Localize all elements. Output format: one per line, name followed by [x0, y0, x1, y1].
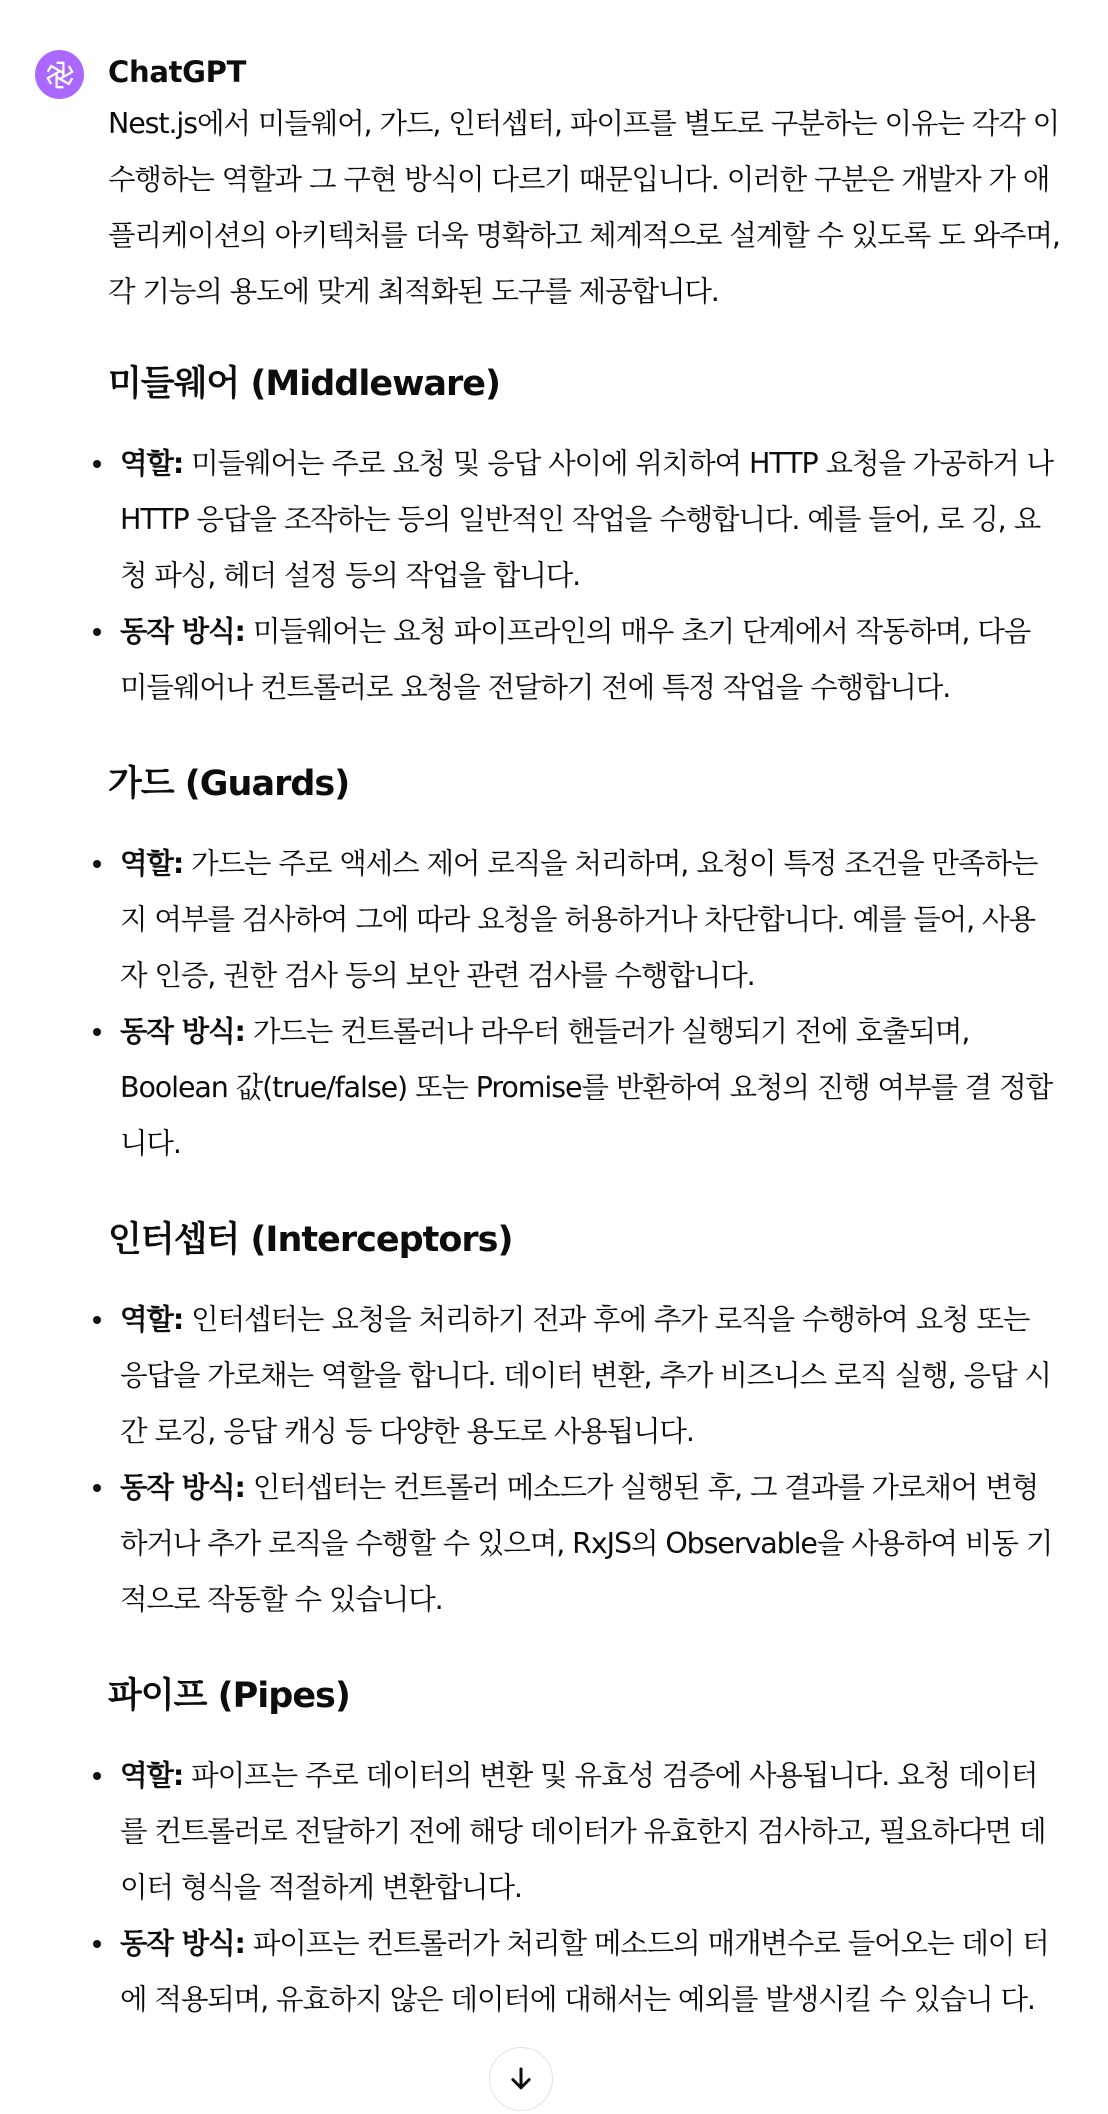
role-text: 파이프는 주로 데이터의 변환 및 유효성 검증에 사용됩니다. 요청 데이터 를 컨트롤러로 전달하기 전에 해당 데이터가 유효한지 검사하고, 필요하다면 데이터 형식을 적절하게 변환합니다.: [120, 1759, 1046, 1904]
role-label: 역할: [120, 1759, 173, 1792]
list-item: 동작 방식: 인터셉터는 컨트롤러 메소드가 실행된 후, 그 결과를 가로채어 변형 하거나 추가 로직을 수행할 수 있으며, RxJS의 Observable을 사용하여 비동 기적으로 작동할 수 있습니다.: [108, 1460, 1063, 1628]
section-heading-middleware: 미들웨어 (Middleware): [108, 364, 501, 404]
scroll-to-bottom-button[interactable]: [489, 2047, 553, 2111]
behavior-text: 가드는 컨트롤러나 라우터 핸들러가 실행되기 전에 호출되며, Boolean 값(true/false) 또는 Promise를 반환하여 요청의 진행 여부를 결 정합니다.: [120, 1015, 1053, 1160]
section-list-guards: [108, 836, 1063, 1172]
behavior-label: 동작 방식: [120, 1471, 235, 1504]
role-text: 가드는 주로 액세스 제어 로직을 처리하며, 요청이 특정 조건을 만족하는 지 여부를 검사하여 그에 따라 요청을 허용하거나 차단합니다. 예를 들어, 사용 자 인증, 권한 검사 등의 보안 관련 검사를 수행합니다.: [120, 847, 1038, 992]
openai-logo-icon: [43, 58, 77, 92]
behavior-label: 동작 방식: [120, 615, 235, 648]
section-list-interceptors: [108, 1292, 1063, 1628]
behavior-text: 미들웨어는 요청 파이프라인의 매우 초기 단계에서 작동하며, 다음 미들웨어나 컨트롤러로 요청을 전달하기 전에 특정 작업을 수행합니다.: [120, 615, 1031, 704]
message-author: ChatGPT: [108, 55, 247, 89]
list-item: 동작 방식: 가드는 컨트롤러나 라우터 핸들러가 실행되기 전에 호출되며, Boolean 값(true/false) 또는 Promise를 반환하여 요청의 진행 여부를 결 정합니다.: [108, 1004, 1063, 1172]
list-item: 역할: 인터셉터는 요청을 처리하기 전과 후에 추가 로직을 수행하여 요청 또는 응답을 가로채는 역할을 합니다. 데이터 변환, 추가 비즈니스 로직 실행, 응답 시간 로깅, 응답 캐싱 등 다양한 용도로 사용됩니다.: [108, 1292, 1063, 1460]
section-heading-pipes: 파이프 (Pipes): [108, 1676, 350, 1716]
intro-paragraph: Nest.js에서 미들웨어, 가드, 인터셉터, 파이프를 별도로 구분하는 이유는 각각 이 수행하는 역할과 그 구현 방식이 다르기 때문입니다. 이러한 구분은 개발자 가 애플리케이션의 아키텍처를 더욱 명확하고 체계적으로 설계할 수 있도록 도 와주며, 각 기능의 용도에 맞게 최적화된 도구를 제공합니다.: [108, 107, 1060, 308]
section-heading-guards: 가드 (Guards): [108, 764, 350, 804]
list-item: 역할: 파이프는 주로 데이터의 변환 및 유효성 검증에 사용됩니다. 요청 데이터 를 컨트롤러로 전달하기 전에 해당 데이터가 유효한지 검사하고, 필요하다면 데이터 형식을 적절하게 변환합니다.: [108, 1748, 1063, 1916]
role-label: 역할: [120, 447, 173, 480]
avatar: [35, 50, 84, 99]
message-content: [108, 96, 1063, 2028]
list-item: 동작 방식: 파이프는 컨트롤러가 처리할 메소드의 매개변수로 들어오는 데이 터에 적용되며, 유효하지 않은 데이터에 대해서는 예외를 발생시킬 수 있습니 다.: [108, 1916, 1063, 2028]
behavior-text: 인터셉터는 컨트롤러 메소드가 실행된 후, 그 결과를 가로채어 변형 하거나 추가 로직을 수행할 수 있으며, RxJS의 Observable을 사용하여 비동 기적으로 작동할 수 있습니다.: [120, 1471, 1053, 1616]
list-item: 역할: 미들웨어는 주로 요청 및 응답 사이에 위치하여 HTTP 요청을 가공하거 나 HTTP 응답을 조작하는 등의 일반적인 작업을 수행합니다. 예를 들어, 로 깅, 요청 파싱, 헤더 설정 등의 작업을 합니다.: [108, 436, 1063, 604]
role-label: 역할: [120, 847, 173, 880]
section-heading-interceptors: 인터셉터 (Interceptors): [108, 1220, 513, 1260]
section-list-pipes: [108, 1748, 1063, 2028]
section-list-middleware: [108, 436, 1063, 716]
arrow-down-icon: [506, 2064, 536, 2094]
role-label: 역할: [120, 1303, 173, 1336]
behavior-text: 파이프는 컨트롤러가 처리할 메소드의 매개변수로 들어오는 데이 터에 적용되며, 유효하지 않은 데이터에 대해서는 예외를 발생시킬 수 있습니 다.: [120, 1927, 1049, 2016]
role-text: 인터셉터는 요청을 처리하기 전과 후에 추가 로직을 수행하여 요청 또는 응답을 가로채는 역할을 합니다. 데이터 변환, 추가 비즈니스 로직 실행, 응답 시간 로깅, 응답 캐싱 등 다양한 용도로 사용됩니다.: [120, 1303, 1051, 1448]
role-text: 미들웨어는 주로 요청 및 응답 사이에 위치하여 HTTP 요청을 가공하거 나 HTTP 응답을 조작하는 등의 일반적인 작업을 수행합니다. 예를 들어, 로 깅, 요청 파싱, 헤더 설정 등의 작업을 합니다.: [120, 447, 1053, 592]
list-item: 역할: 가드는 주로 액세스 제어 로직을 처리하며, 요청이 특정 조건을 만족하는 지 여부를 검사하여 그에 따라 요청을 허용하거나 차단합니다. 예를 들어, 사용 자 인증, 권한 검사 등의 보안 관련 검사를 수행합니다.: [108, 836, 1063, 1004]
behavior-label: 동작 방식: [120, 1015, 235, 1048]
behavior-label: 동작 방식: [120, 1927, 235, 1960]
list-item: 동작 방식: 미들웨어는 요청 파이프라인의 매우 초기 단계에서 작동하며, 다음 미들웨어나 컨트롤러로 요청을 전달하기 전에 특정 작업을 수행합니다.: [108, 604, 1063, 716]
